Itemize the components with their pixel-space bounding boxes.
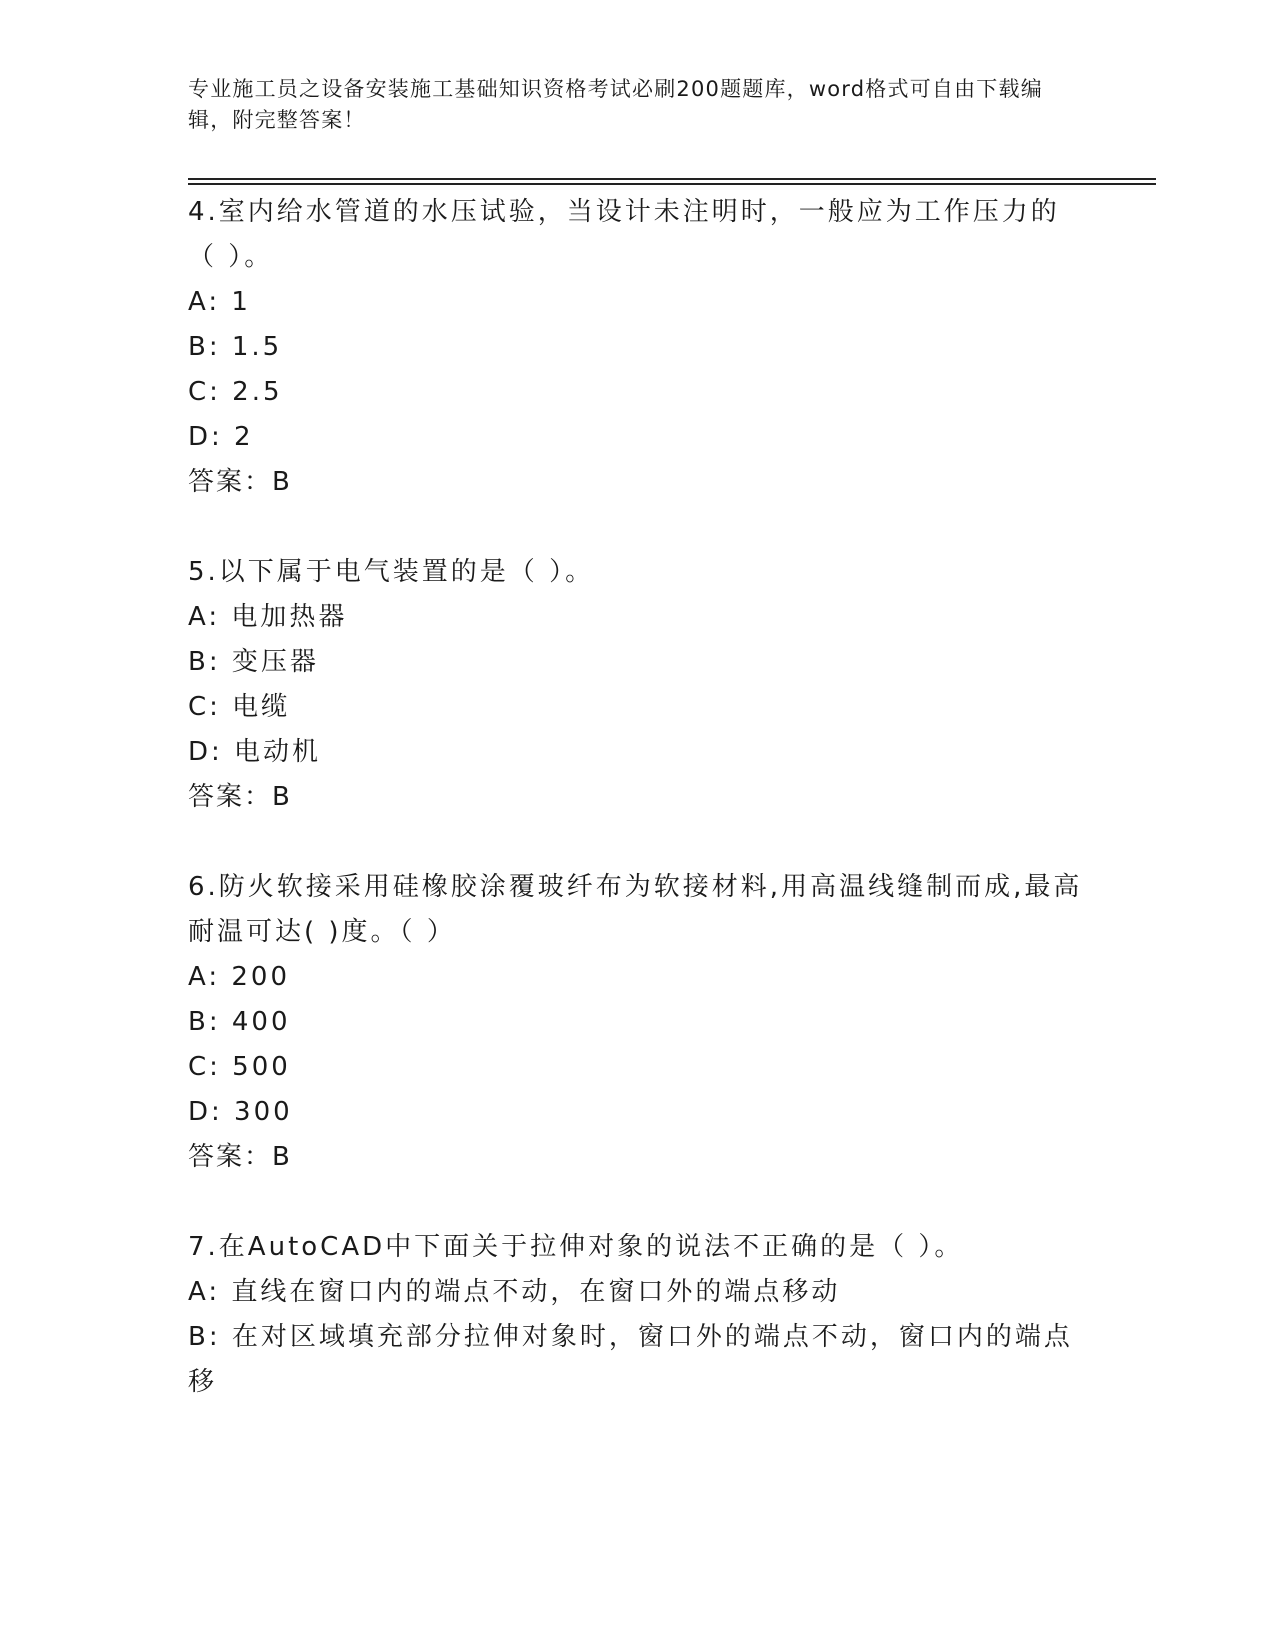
answer-label: 答案：	[188, 782, 273, 812]
option-a: A: 1	[188, 287, 251, 317]
spacer	[188, 820, 1088, 865]
answer-label: 答案：	[188, 1142, 273, 1172]
answer-value: B	[272, 1142, 292, 1172]
question-stem: 6.防火软接采用硅橡胶涂覆玻纤布为软接材料,用高温线缝制而成,最高耐温可达( )度。（ ）	[188, 872, 1083, 947]
option-b: B: 400	[188, 1007, 291, 1037]
question-5	[188, 550, 1088, 820]
question-6	[188, 865, 1088, 1180]
option-a: A: 电加热器	[188, 602, 348, 632]
option-b: B: 变压器	[188, 647, 319, 677]
option-d: D: 电动机	[188, 737, 322, 767]
header-divider-bottom	[188, 183, 1156, 185]
question-stem: 4.室内给水管道的水压试验，当设计未注明时，一般应为工作压力的（ ）。	[188, 197, 1060, 272]
option-d: D: 300	[188, 1097, 293, 1127]
question-7	[188, 1225, 1088, 1405]
option-b: B: 1.5	[188, 332, 283, 362]
document-header	[188, 74, 1068, 136]
option-c: C: 500	[188, 1052, 291, 1082]
spacer	[188, 1180, 1088, 1225]
answer-line	[188, 775, 1088, 820]
question-4	[188, 190, 1088, 505]
answer-value: B	[272, 782, 292, 812]
question-stem: 7.在AutoCAD中下面关于拉伸对象的说法不正确的是（ ）。	[188, 1232, 964, 1262]
question-list	[188, 190, 1088, 1405]
header-divider-top	[188, 178, 1156, 180]
option-c: C: 2.5	[188, 377, 283, 407]
answer-line	[188, 1135, 1088, 1180]
question-stem: 5.以下属于电气装置的是（ ）。	[188, 557, 595, 587]
option-b: B: 在对区域填充部分拉伸对象时，窗口外的端点不动，窗口内的端点移	[188, 1322, 1073, 1397]
answer-line	[188, 460, 1088, 505]
option-a: A: 200	[188, 962, 290, 992]
option-a: A: 直线在窗口内的端点不动，在窗口外的端点移动	[188, 1277, 841, 1307]
answer-label: 答案：	[188, 467, 273, 497]
spacer	[188, 505, 1088, 550]
header-title: 专业施工员之设备安装施工基础知识资格考试必刷200题题库，word格式可自由下载编辑，附完整答案！	[188, 77, 1043, 132]
option-c: C: 电缆	[188, 692, 291, 722]
option-d: D: 2	[188, 422, 254, 452]
answer-value: B	[272, 467, 292, 497]
